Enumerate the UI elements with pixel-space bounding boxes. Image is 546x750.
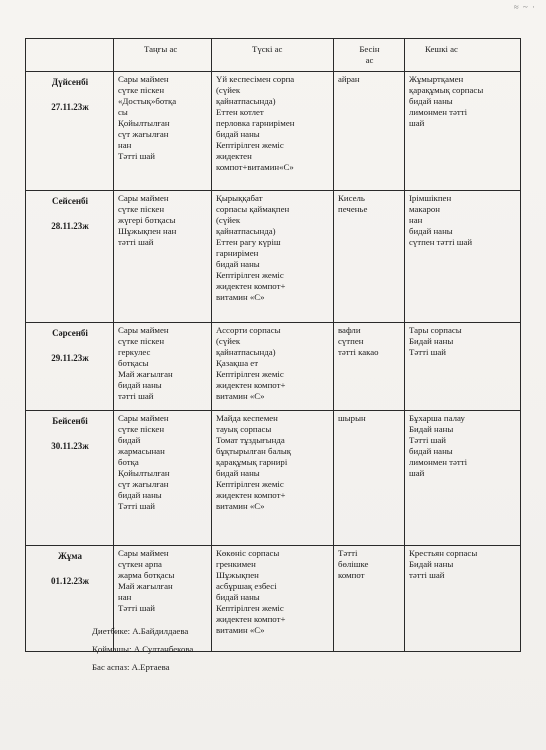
dinner-line: Тәтті шай — [409, 347, 446, 357]
dinner-line: лимонмен тәтті — [409, 107, 468, 117]
lunch-line: (сүйек — [216, 336, 241, 346]
breakfast-line: Тәтті шай — [118, 603, 155, 613]
breakfast-line: геркулес — [118, 347, 151, 357]
breakfast-line: сүтке піскен — [118, 424, 165, 434]
snack-line: Кисель — [338, 193, 365, 203]
signature-storekeeper: Қоймашы: А.Султанбекова — [92, 644, 194, 654]
lunch-line: Үй кеспесімен сорпа — [216, 74, 295, 84]
lunch-line: Кептірілген жеміс — [216, 369, 284, 379]
day-date: 28.11.23ж — [51, 221, 89, 231]
dinner-line: тәтті шай — [409, 570, 445, 580]
lunch-line: Ассорти сорпасы — [216, 325, 281, 335]
lunch-cell — [212, 411, 334, 546]
breakfast-line: бидай наны — [118, 380, 162, 390]
header-dinner: Кешкі ас — [405, 39, 521, 72]
day-name: Сейсенбі — [51, 196, 89, 206]
breakfast-line: ботқа — [118, 457, 139, 467]
snack-line: шырын — [338, 413, 366, 423]
day-date: 01.12.23ж — [50, 576, 90, 586]
corner-scribble-mark: ≈ ~ · — [513, 2, 536, 12]
snack-line: сүтпен — [338, 336, 364, 346]
dinner-line: бидай наны — [409, 226, 453, 236]
header-row — [26, 39, 521, 72]
dinner-line: Тары сорпасы — [409, 325, 462, 335]
lunch-line: тауық сорпасы — [216, 424, 272, 434]
breakfast-line: жүгері ботқасы — [118, 215, 176, 225]
lunch-line: бидай наны — [216, 129, 260, 139]
dinner-line: лимонмен тәтті — [409, 457, 468, 467]
lunch-line: Кептірілген жеміс — [216, 140, 284, 150]
lunch-line: гарнирімен — [216, 248, 259, 258]
lunch-line: жидектен компот+ — [216, 614, 286, 624]
dinner-line: бидай наны — [409, 96, 453, 106]
breakfast-line: бидай наны — [118, 490, 162, 500]
lunch-line: Еттен рагу күріш — [216, 237, 281, 247]
breakfast-line: Сары маймен — [118, 74, 169, 84]
breakfast-line: Қойылтылған — [118, 468, 170, 478]
signatures-block — [92, 622, 193, 676]
dinner-line: шай — [409, 118, 425, 128]
day-name: Сәрсенбі — [52, 328, 88, 338]
day-name: Жұма — [58, 551, 82, 561]
lunch-cell — [212, 191, 334, 323]
table-row — [26, 323, 521, 411]
lunch-line: жидектен компот+ — [216, 281, 286, 291]
dinner-line: Жұмыртқамен — [409, 74, 464, 84]
lunch-line: витамин «С» — [216, 625, 265, 635]
lunch-line: Қазақша ет — [216, 358, 259, 368]
breakfast-line: нан — [118, 592, 132, 602]
snack-cell — [334, 411, 405, 546]
breakfast-line: тәтті шай — [118, 237, 154, 247]
lunch-line: витамин «С» — [216, 391, 265, 401]
lunch-line: қайнатпасында) — [216, 96, 276, 106]
breakfast-line: нан — [118, 140, 132, 150]
snack-line: вафли — [338, 325, 361, 335]
lunch-line: Қырыққабат — [216, 193, 263, 203]
breakfast-cell — [114, 72, 212, 191]
snack-cell — [334, 72, 405, 191]
lunch-line: Кептірілген жеміс — [216, 603, 284, 613]
day-date: 27.11.23ж — [51, 102, 89, 112]
header-snack-line1: Бесін — [359, 44, 380, 54]
lunch-line: жидектен — [216, 151, 252, 161]
breakfast-line: сүт жағылған — [118, 129, 169, 139]
breakfast-line: бидай — [118, 435, 141, 445]
lunch-line: қайнатпасында) — [216, 226, 276, 236]
header-snack — [334, 39, 405, 72]
header-lunch: Түскі ас — [212, 39, 334, 72]
table-row — [26, 191, 521, 323]
breakfast-line: Май жағылған — [118, 369, 173, 379]
breakfast-line: ботқасы — [118, 358, 149, 368]
snack-line: айран — [338, 74, 360, 84]
breakfast-cell — [114, 323, 212, 411]
dinner-line: Ірімшікпен — [409, 193, 452, 203]
snack-cell — [334, 191, 405, 323]
breakfast-line: Қойылтылған — [118, 118, 170, 128]
day-cell — [26, 323, 114, 411]
breakfast-line: Шұжықпен нан — [118, 226, 177, 236]
snack-line: тәтті какао — [338, 347, 379, 357]
breakfast-line: Сары маймен — [118, 548, 169, 558]
breakfast-line: тәтті шай — [118, 391, 154, 401]
dinner-line: макарон — [409, 204, 440, 214]
signature-head-chef: Бас аспаз: А.Ертаева — [92, 662, 170, 672]
breakfast-line: сүтке піскен — [118, 204, 165, 214]
lunch-line: бидай наны — [216, 468, 260, 478]
snack-cell — [334, 546, 405, 652]
dinner-line: шай — [409, 468, 425, 478]
lunch-line: асбұршақ езбесі — [216, 581, 277, 591]
snack-line: печенье — [338, 204, 368, 214]
table-row — [26, 411, 521, 546]
dinner-line: Бидай наны — [409, 336, 454, 346]
lunch-line: бидай наны — [216, 259, 260, 269]
breakfast-line: жарма ботқасы — [118, 570, 175, 580]
lunch-line: қайнатпасында) — [216, 347, 276, 357]
lunch-line: Кептірілген жеміс — [216, 270, 284, 280]
snack-line: компот — [338, 570, 365, 580]
dinner-cell — [405, 546, 521, 652]
lunch-line: витамин «С» — [216, 501, 265, 511]
lunch-line: (сүйек — [216, 85, 241, 95]
lunch-line: қарақұмық гарнирі — [216, 457, 288, 467]
breakfast-line: сүткен арпа — [118, 559, 162, 569]
breakfast-line: сүтке піскен — [118, 85, 165, 95]
day-name: Бейсенбі — [52, 416, 88, 426]
lunch-line: бұқтырылған балық — [216, 446, 292, 456]
breakfast-line: сы — [118, 107, 128, 117]
dinner-line: Бұхарша палау — [409, 413, 465, 423]
dinner-line: сүтпен тәтті шай — [409, 237, 473, 247]
lunch-line: Шұжықпен — [216, 570, 259, 580]
dinner-line: Тәтті шай — [409, 435, 446, 445]
lunch-line: Томат тұздығында — [216, 435, 285, 445]
header-snack-line2: ас — [365, 55, 374, 65]
breakfast-line: сүт жағылған — [118, 479, 169, 489]
dinner-cell — [405, 191, 521, 323]
breakfast-line: Сары маймен — [118, 413, 169, 423]
day-date: 29.11.23ж — [51, 353, 89, 363]
lunch-line: сорпасы қаймақпен — [216, 204, 290, 214]
lunch-line: компот+витамин«С» — [216, 162, 294, 172]
dinner-line: Бидай наны — [409, 559, 454, 569]
lunch-line: (сүйек — [216, 215, 241, 225]
lunch-line: жидектен компот+ — [216, 490, 286, 500]
breakfast-line: Сары маймен — [118, 193, 169, 203]
dinner-line: қарақұмық сорпасы — [409, 85, 484, 95]
lunch-line: Көкөніс сорпасы — [216, 548, 280, 558]
day-name: Дүйсенбі — [51, 77, 89, 87]
lunch-line: Кептірілген жеміс — [216, 479, 284, 489]
lunch-cell — [212, 72, 334, 191]
day-cell — [26, 191, 114, 323]
dinner-line: Крестьян сорпасы — [409, 548, 478, 558]
breakfast-line: Май жағылған — [118, 581, 173, 591]
header-breakfast: Таңғы ас — [114, 39, 212, 72]
dinner-cell — [405, 411, 521, 546]
dinner-line: Бидай наны — [409, 424, 454, 434]
dinner-cell — [405, 72, 521, 191]
breakfast-line: Тәтті шай — [118, 151, 155, 161]
snack-cell — [334, 323, 405, 411]
breakfast-line: Тәтті шай — [118, 501, 155, 511]
snack-line: бөлішке — [338, 559, 369, 569]
lunch-line: бидай наны — [216, 592, 260, 602]
snack-line: Тәтті — [338, 548, 358, 558]
day-cell — [26, 411, 114, 546]
lunch-line: Майда кеспемен — [216, 413, 278, 423]
dinner-cell — [405, 323, 521, 411]
lunch-line: Еттен котлет — [216, 107, 264, 117]
day-date: 30.11.23ж — [51, 441, 89, 451]
day-cell — [26, 72, 114, 191]
weekly-menu-table — [25, 38, 521, 652]
table-row — [26, 72, 521, 191]
breakfast-line: «Достық»ботқа — [118, 96, 177, 106]
lunch-line: гренкимен — [216, 559, 256, 569]
header-day — [26, 39, 114, 72]
lunch-cell — [212, 546, 334, 652]
lunch-line: витамин «С» — [216, 292, 265, 302]
breakfast-line: жармасынан — [118, 446, 165, 456]
lunch-line: жидектен компот+ — [216, 380, 286, 390]
lunch-cell — [212, 323, 334, 411]
signature-dietitian: Диетбике: А.Байдилдаева — [92, 626, 189, 636]
breakfast-line: Сары маймен — [118, 325, 169, 335]
breakfast-cell — [114, 191, 212, 323]
dinner-line: бидай наны — [409, 446, 453, 456]
lunch-line: перловка гарнирімен — [216, 118, 295, 128]
breakfast-cell — [114, 411, 212, 546]
breakfast-line: сүтке піскен — [118, 336, 165, 346]
dinner-line: нан — [409, 215, 423, 225]
